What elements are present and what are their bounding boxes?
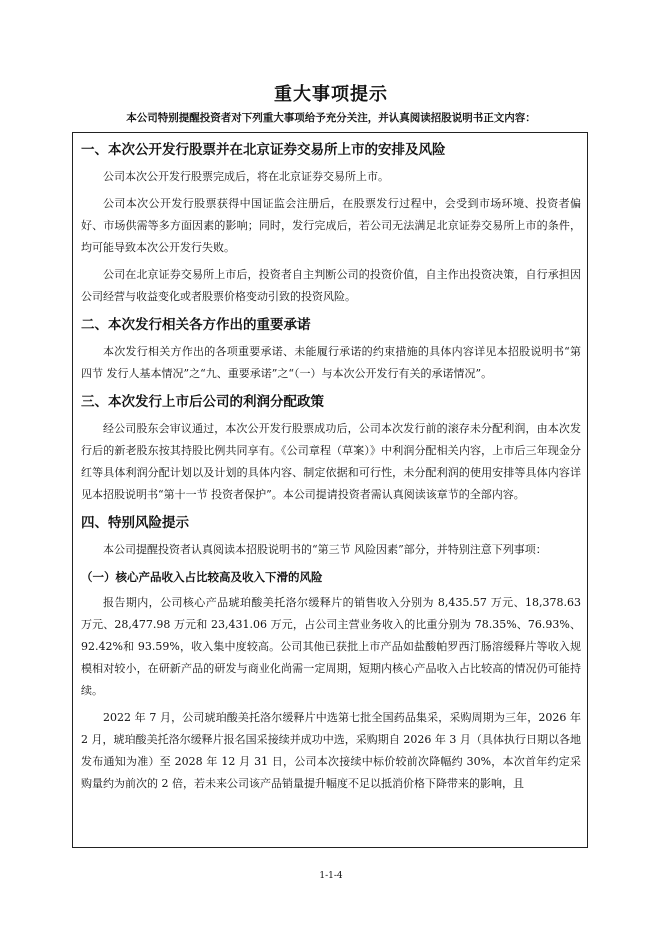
document-subtitle: 本公司特别提醒投资者对下列重大事项给予充分关注，并认真阅读招股说明书正文内容： bbox=[126, 112, 536, 124]
section-3-paragraph-1: 经公司股东会审议通过，本次公开发行股票成功后，公司本次发行前的滚存未分配利润，由本次发行后的新老股东按其持股比例共同享有。《公司章程（草案）》中利润分配相关内容，上市后三年现金分红等具体利润分配计划以及计划的具体内容、制定依据和可行性，未分配利润的使用安排等具体内容详见本招股说明书“第十一节 投资者保护”。本公司提请投资者需认真阅读该章节的全部内容。 bbox=[81, 422, 581, 501]
document-title: 重大事项提示 bbox=[274, 84, 388, 105]
section-1-paragraph-1: 公司本次公开发行股票完成后，将在北京证券交易所上市。 bbox=[103, 170, 389, 183]
section-3-heading: 三、本次发行上市后公司的利润分配政策 bbox=[81, 394, 324, 410]
subsection-4-1-heading: （一）核心产品收入占比较高及收入下滑的风险 bbox=[81, 570, 323, 584]
section-4-heading: 四、特别风险提示 bbox=[81, 515, 189, 531]
section-1-paragraph-2: 公司本次公开发行股票获得中国证监会注册后，在股票发行过程中，会受到市场环境、投资者偏好、市场供需等多方面因素的影响；同时，发行完成后，若公司无法满足北京证券交易所上市的条件，均可能导致本次公开发行失败。 bbox=[81, 197, 581, 254]
section-1-heading: 一、本次公开发行股票并在北京证券交易所上市的安排及风险 bbox=[81, 142, 446, 158]
subsection-4-1-paragraph-2: 2022 年 7 月，公司琥珀酸美托洛尔缓释片中选第七批全国药品集采，采购周期为三年，2026 年 2 月，琥珀酸美托洛尔缓释片报名国采接续并成功中选，采购期自 2026 年 3 月（具体执行日期以各地发布通知为准）至 2028 年 12 月 31 日，公司本次接续中标价较前次降幅约 30%，本次首年约定采购量约为前次的 2 倍，若未来公司该产品销量提升幅度不足以抵消价格下降带来的影响，且 bbox=[81, 711, 581, 790]
section-2-paragraph-1: 本次发行相关方作出的各项重要承诺、未能履行承诺的约束措施的具体内容详见本招股说明书“第四节 发行人基本情况”之“九、重要承诺”之“（一）与本次公开发行有关的承诺情况”。 bbox=[81, 345, 581, 380]
content-body bbox=[73, 133, 587, 795]
page-number: 1-1-4 bbox=[319, 871, 343, 881]
section-1-paragraph-3: 公司在北京证券交易所上市后，投资者自主判断公司的投资价值，自主作出投资决策，自行承担因公司经营与收益变化或者股票价格变动引致的投资风险。 bbox=[81, 268, 581, 303]
content-frame bbox=[72, 132, 588, 848]
section-2-heading: 二、本次发行相关各方作出的重要承诺 bbox=[81, 317, 311, 333]
section-4-paragraph-1: 本公司提醒投资者认真阅读本招股说明书的“第三节 风险因素”部分，并特别注意下列事项： bbox=[103, 543, 547, 556]
subsection-4-1-paragraph-1: 报告期内，公司核心产品琥珀酸美托洛尔缓释片的销售收入分别为 8,435.57 万元、18,378.63 万元、28,477.98 万元和 23,431.06 万元，占公司主营业务收入的比重分别为 78.35%、76.93%、92.42%和 93.59%，收入集中度较高。公司其他已获批上市产品如盐酸帕罗西汀肠溶缓释片等收入规模相对较小，在研新产品的研发与商业化尚需一定周期，短期内核心产品收入占比较高的情况仍可能持续。 bbox=[81, 596, 581, 697]
